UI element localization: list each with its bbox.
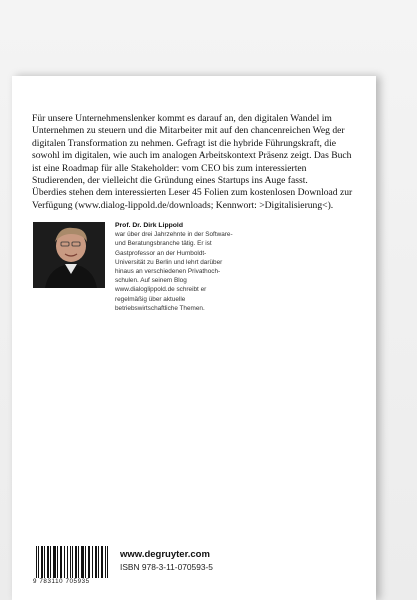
author-bio-text: war über drei Jahrzehnte in der Software- und Beratungsbranche tätig. Er ist Gastprofessor an der Humboldt-Universität zu Berlin und lehrt darüber hinaus an verschiedenen Privathoch-schulen. Auf seinem Blog www.dialoglippold.de schreibt er regelmäßig über aktuelle betriebswirtschaftliche Themen.	[115, 231, 233, 312]
author-portrait-image	[33, 222, 105, 288]
author-name: Prof. Dr. Dirk Lippold	[115, 222, 183, 229]
isbn-number: ISBN 978-3-11-070593-5	[120, 562, 213, 572]
cover-blurb	[32, 113, 354, 212]
blurb-paragraph-2: Überdies stehen dem interessierten Leser 45 Folien zum kostenlosen Download zur Verfügung (www.dialog-lippold.de/downloads; Kennwort: >Digitalisierung<).	[32, 187, 353, 211]
publisher-url: www.degruyter.com	[120, 549, 210, 560]
barcode-digits: 9 783110 705935	[33, 578, 113, 585]
blurb-paragraph-1: Für unsere Unternehmenslenker kommt es darauf an, den digitalen Wandel im Unternehmen zu steuern und die Mitarbeiter mit auf den chancenreichen Weg der digitalen Transformation zu nehmen. Gefragt ist die hybride Führungskraft, die sowohl im digitalen, wie auch im analogen Arbeitskontext Präsenz zeigt. Das Buch ist eine Roadmap für alle Stakeholder: vom CEO bis zum interessierten Studierenden, der vielleicht die Gründung eines Startups ins Auge fasst.	[32, 113, 352, 187]
author-photo	[33, 222, 105, 288]
author-bio	[115, 221, 235, 313]
